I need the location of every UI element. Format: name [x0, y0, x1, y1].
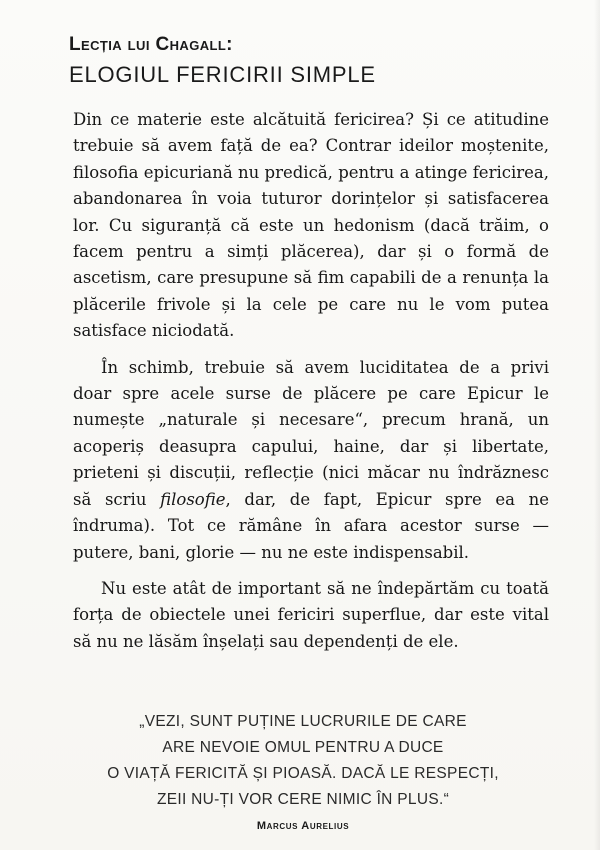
chapter-title: ELOGIUL FERICIRII SIMPLE — [69, 62, 376, 87]
quote-line: O VIAȚĂ FERICITĂ ȘI PIOASĂ. DACĂ LE RESPECȚI, — [107, 765, 499, 782]
quote-line: „VEZI, SUNT PUȚINE LUCRURILE DE CARE — [139, 713, 467, 730]
page-edge-shadow — [594, 0, 600, 850]
paragraph-2-italic-word: filosofie — [160, 489, 226, 509]
chapter-header — [69, 34, 549, 88]
epigraph-quote — [96, 709, 510, 813]
paragraph-3: Nu este atât de important să ne îndepărtăm cu toată forța de obiectele unei fericiri superflue, dar este vital să nu ne lăsăm înșelați sau dependenți de ele. — [73, 578, 549, 651]
body-text — [73, 107, 549, 655]
paragraph-2-part-1: În schimb, trebuie să avem luciditatea de a privi doar spre acele surse de plăcere pe care Epicur le numește „naturale și necesare“, precum hrană, un acoperiș deasupra capului, haine, dar și libertate, prieteni și discuții, reflecție (nici măcar nu îndrăznesc să scriu — [73, 357, 549, 509]
chapter-kicker: Lecția lui Chagall: — [69, 34, 233, 55]
paragraph-2-part-2: , dar, de fapt, Epicur spre ea ne îndruma). Tot ce rămâne în afara acestor surse — putere, bani, glorie — nu ne este indispensabil. — [73, 489, 550, 562]
quote-line: ZEII NU-ȚI VOR CERE NIMIC ÎN PLUS.“ — [156, 791, 450, 808]
quote-line: ARE NEVOIE OMUL PENTRU A DUCE — [162, 739, 444, 756]
paragraph-1: Din ce materie este alcătuită fericirea? Și ce atitudine trebuie să avem față de ea? Contrar ideilor moștenite, filosofia epicuriană nu predică, pentru a atinge fericirea, abandonarea în voia tuturor dorințelor și satisfacerea lor. Cu siguranță că este un hedonism (dacă trăim, o facem pentru a simți plăcerea), dar și o formă de ascetism, care presupune să fim capabili de a renunța la plăcerile frivole și la cele pe care nu le vom putea satisface niciodată. — [73, 110, 549, 341]
paragraph-2 — [73, 355, 549, 566]
quote-author: Marcus Aurelius — [256, 820, 350, 832]
